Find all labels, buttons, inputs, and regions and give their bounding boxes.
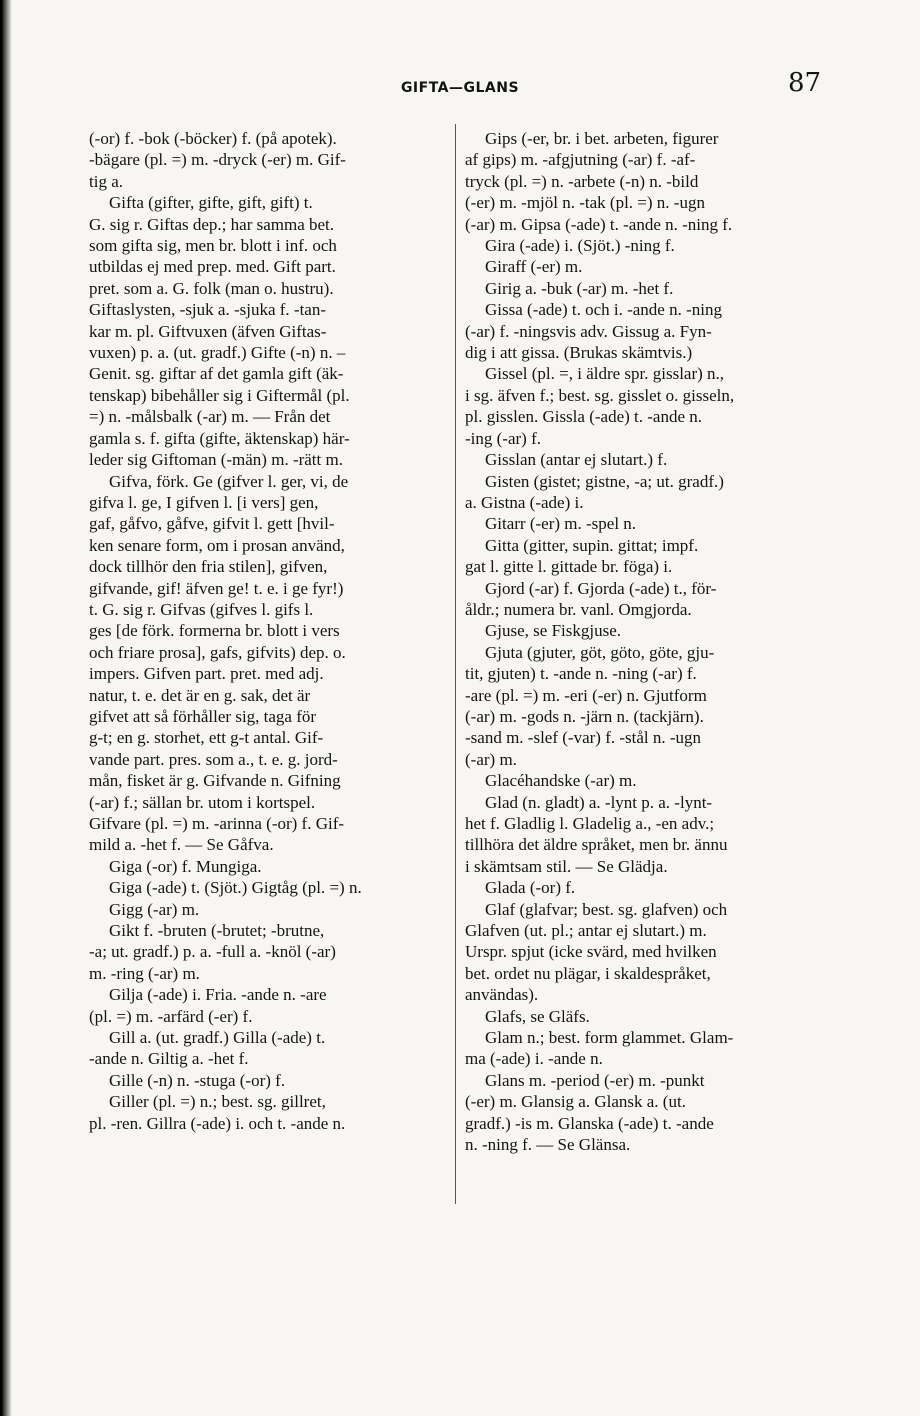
text-line: gamla s. f. gifta (gifte, äktenskap) här-	[89, 428, 350, 448]
text-line: Gisslan (antar ej slutart.) f.	[485, 450, 668, 470]
text-line: Glad (n. gladt) a. -lynt p. a. -lynt-	[485, 792, 713, 812]
text-line: bet. ordet nu plägar, i skaldespråket,	[465, 963, 711, 983]
text-line: Glacéhandske (-ar) m.	[485, 771, 637, 791]
text-line: (-ar) f.; sällan br. utom i kortspel.	[89, 792, 316, 812]
text-line: -sand m. -slef (-var) f. -stål n. -ugn	[465, 728, 702, 748]
text-line: a. Gistna (-ade) i.	[465, 492, 584, 512]
text-line: (-ar) m. -gods n. -järn n. (tackjärn).	[465, 706, 704, 726]
text-line: åldr.; numera br. vanl. Omgjorda.	[465, 599, 692, 619]
text-line: Gitta (gitter, supin. gittat; impf.	[485, 535, 699, 555]
text-line: -ing (-ar) f.	[465, 428, 541, 448]
text-line: Gisten (gistet; gistne, -a; ut. gradf.)	[485, 471, 724, 491]
text-line: -bägare (pl. =) m. -dryck (-er) m. Gif-	[89, 150, 346, 170]
text-line: (-ar) m.	[465, 749, 517, 769]
scan-left-edge	[0, 0, 14, 1416]
text-line: (pl. =) m. -arfärd (-er) f.	[89, 1006, 253, 1026]
page-number: 87	[788, 68, 822, 98]
text-line: i skämtsam stil. — Se Glädja.	[465, 856, 668, 876]
text-line: -ande n. Giltig a. -het f.	[89, 1049, 249, 1069]
text-line: -are (pl. =) m. -eri (-er) n. Gjutform	[465, 685, 707, 705]
text-line: Gikt f. -bruten (-brutet; -brutne,	[109, 921, 325, 941]
text-line: vuxen) p. a. (ut. gradf.) Gifte (-n) n. –	[89, 343, 346, 363]
text-line: Gissel (pl. =, i äldre spr. gisslar) n.,	[485, 364, 725, 384]
text-line: (-er) m. -mjöl n. -tak (pl. =) n. -ugn	[465, 193, 705, 213]
right-column	[465, 128, 820, 1156]
text-line: Gifva, förk. Ge (gifver l. ger, vi, de	[109, 471, 349, 491]
text-line: gradf.) -is m. Glanska (-ade) t. -ande	[465, 1113, 714, 1133]
text-line: Gilja (-ade) i. Fria. -ande n. -are	[109, 985, 327, 1005]
text-line: leder sig Giftoman (-män) m. -rätt m.	[89, 450, 343, 470]
text-line: gat l. gitte l. gittade br. föga) i.	[465, 557, 673, 577]
text-line: gaf, gåfvo, gåfve, gifvit l. gett [hvil-	[89, 514, 335, 534]
left-column	[89, 128, 444, 1134]
text-line: gifva l. ge, I gifven l. [i vers] gen,	[89, 492, 319, 512]
text-line: t. G. sig r. Gifvas (gifves l. gifs l.	[89, 599, 314, 619]
text-line: natur, t. e. det är en g. sak, det är	[89, 685, 311, 705]
text-line: Glam n.; best. form glammet. Glam-	[485, 1028, 734, 1048]
text-line: ges [de förk. formerna br. blott i vers	[89, 621, 340, 641]
text-line: Gjuta (gjuter, göt, göto, göte, gju-	[485, 642, 715, 662]
text-line: Giraff (-er) m.	[485, 257, 583, 277]
text-line: tig a.	[89, 171, 123, 191]
text-line: Urspr. spjut (icke svärd, med hvilken	[465, 942, 717, 962]
text-line: Glans m. -period (-er) m. -punkt	[485, 1070, 705, 1090]
text-line: ken senare form, om i prosan använd,	[89, 535, 345, 555]
text-line: dig i att gissa. (Brukas skämtvis.)	[465, 343, 693, 363]
text-line: Glafven (ut. pl.; antar ej slutart.) m.	[465, 921, 707, 941]
text-line: utbildas ej med prep. med. Gift part.	[89, 257, 336, 277]
text-line: Gira (-ade) i. (Sjöt.) -ning f.	[485, 236, 675, 256]
text-line: Gifvare (pl. =) m. -arinna (-or) f. Gif-	[89, 814, 345, 833]
text-line: Gissa (-ade) t. och i. -ande n. -ning	[485, 300, 722, 320]
text-line: dock tillhör den fria stilen], gifven,	[89, 557, 328, 577]
text-line: =) n. -målsbalk (-ar) m. — Från det	[89, 407, 331, 427]
text-line: Gjord (-ar) f. Gjorda (-ade) t., för-	[485, 578, 717, 598]
text-line: Gjuse, se Fiskgjuse.	[485, 621, 621, 641]
text-line: Gille (-n) n. -stuga (-or) f.	[109, 1070, 286, 1090]
text-line: Gitarr (-er) m. -spel n.	[485, 514, 637, 534]
running-header: GIFTA—GLANS	[400, 80, 520, 96]
text-line: (-ar) m. Gipsa (-ade) t. -ande n. -ning f.	[465, 214, 733, 234]
text-line: kar m. pl. Giftvuxen (äfven Giftas-	[89, 321, 327, 341]
column-divider	[455, 124, 456, 1204]
text-line: (-er) m. Glansig a. Glansk a. (ut.	[465, 1092, 686, 1112]
text-line: ma (-ade) i. -ande n.	[465, 1049, 603, 1069]
text-line: och friare prosa], gafs, gifvits) dep. o.	[89, 642, 346, 662]
text-line: pl. -ren. Gillra (-ade) i. och t. -ande n.	[89, 1113, 346, 1133]
text-line: pl. gisslen. Gissla (-ade) t. -ande n.	[465, 407, 702, 427]
text-line: Genit. sg. giftar af det gamla gift (äk-	[89, 364, 344, 384]
text-line: tenskap) bibehåller sig i Giftermål (pl.	[89, 385, 350, 405]
text-line: Glaf (glafvar; best. sg. glafven) och	[485, 899, 728, 919]
text-line: Giga (-or) f. Mungiga.	[109, 856, 262, 876]
text-line: i sg. äfven f.; best. sg. gisslet o. gisseln,	[465, 385, 735, 405]
text-line: (-or) f. -bok (-böcker) f. (på apotek).	[89, 129, 337, 148]
text-line: m. -ring (-ar) m.	[89, 963, 200, 983]
text-line: af gips) m. -afgjutning (-ar) f. -af-	[465, 150, 696, 170]
text-line: G. sig r. Giftas dep.; har samma bet.	[89, 214, 335, 234]
text-line: som gifta sig, men br. blott i inf. och	[89, 236, 337, 256]
text-line: Glafs, se Gläfs.	[485, 1006, 590, 1026]
text-line: impers. Gifven part. pret. med adj.	[89, 664, 324, 684]
text-line: Girig a. -buk (-ar) m. -het f.	[485, 278, 674, 298]
text-line: gifvet att så förhåller sig, taga för	[89, 706, 317, 726]
text-line: het f. Gladlig l. Gladelig a., -en adv.;	[465, 814, 715, 833]
text-line: Glada (-or) f.	[485, 878, 576, 898]
text-line: Gill a. (ut. gradf.) Gilla (-ade) t.	[109, 1028, 326, 1048]
text-line: mån, fisket är g. Gifvande n. Gifning	[89, 771, 341, 791]
text-line: g-t; en g. storhet, ett g-t antal. Gif-	[89, 728, 324, 748]
text-line: Giller (pl. =) n.; best. sg. gillret,	[109, 1092, 326, 1112]
text-line: n. -ning f. — Se Glänsa.	[465, 1135, 631, 1155]
text-line: Gigg (-ar) m.	[109, 899, 200, 919]
text-line: mild a. -het f. — Se Gåfva.	[89, 835, 274, 855]
text-line: Giga (-ade) t. (Sjöt.) Gigtåg (pl. =) n.	[109, 878, 362, 898]
text-line: (-ar) f. -ningsvis adv. Gissug a. Fyn-	[465, 321, 712, 341]
text-line: användas).	[465, 985, 539, 1005]
text-line: tryck (pl. =) n. -arbete (-n) n. -bild	[465, 171, 699, 191]
text-line: gifvande, gif! äfven ge! t. e. i ge fyr!)	[89, 578, 344, 598]
text-line: Gips (-er, br. i bet. arbeten, figurer	[485, 129, 719, 148]
text-line: pret. som a. G. folk (man o. hustru).	[89, 278, 334, 298]
text-line: Gifta (gifter, gifte, gift, gift) t.	[109, 193, 313, 213]
text-line: tillhöra det äldre språket, men br. ännu	[465, 835, 728, 855]
text-line: vande part. pres. som a., t. e. g. jord-	[89, 749, 338, 769]
text-line: -a; ut. gradf.) p. a. -full a. -knöl (-ar)	[89, 942, 336, 962]
text-line: tit, gjuten) t. -ande n. -ning (-ar) f.	[465, 664, 697, 684]
text-line: Giftaslysten, -sjuk a. -sjuka f. -tan-	[89, 300, 326, 320]
